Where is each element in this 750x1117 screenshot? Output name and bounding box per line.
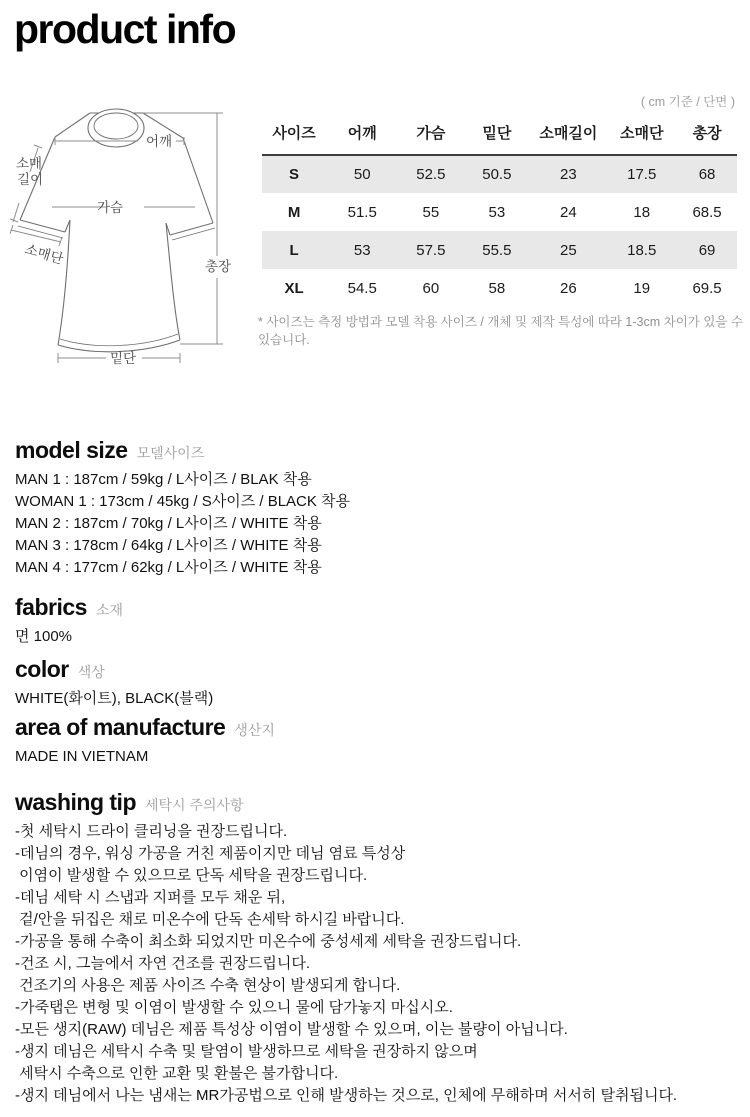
measurement-cell: 55 [422, 203, 440, 221]
washing-tip-line: -생지 데님은 세탁시 수축 및 탈염이 발생하므로 세탁을 권장하지 않으며 [15, 1043, 478, 1060]
area-title-ko: 생산지 [234, 722, 275, 738]
size-cell: S [289, 166, 300, 183]
washing-tip-line: -건조 시, 그늘에서 자연 건조를 권장드립니다. [15, 955, 310, 972]
measurement-cell: 23 [560, 166, 577, 183]
measurement-cell: 52.5 [416, 166, 446, 183]
section-area-of-manufacture [15, 714, 275, 768]
measurement-cell: 50.5 [482, 166, 512, 183]
measurement-cell: 55.5 [482, 241, 512, 259]
measurement-cell: 57.5 [416, 241, 446, 259]
color-title-ko: 색상 [77, 664, 105, 680]
washing-tip-line: -가죽탭은 변형 및 이염이 발생할 수 있으니 물에 담가놓지 마십시오. [15, 999, 453, 1016]
section-heading [15, 714, 275, 741]
model-size-line: MAN 3 : 178cm / 64kg / L사이즈 / WHITE 착용 [15, 537, 322, 554]
measurement-cell: 19 [633, 279, 651, 297]
size-cell: M [287, 203, 301, 221]
model-size-line: MAN 2 : 187cm / 70kg / L사이즈 / WHITE 착용 [15, 515, 322, 532]
size-row-l [262, 231, 737, 269]
washing-tip-line: 이염이 발생할 수 있으므로 단독 세탁을 권장드립니다. [15, 867, 368, 884]
section-heading [15, 437, 350, 464]
measurement-cell: 17.5 [627, 166, 657, 183]
tshirt-measurement-diagram [10, 100, 250, 385]
measurement-cell: 68 [698, 166, 716, 183]
model-size-line: WOMAN 1 : 173cm / 45kg / S사이즈 / BLACK 착용 [15, 493, 351, 510]
measurement-cell: 50 [353, 166, 371, 183]
washing-tip-line: -가공을 통해 수축이 최소화 되었지만 미온수에 중성세제 세탁을 권장드립니다. [15, 933, 522, 950]
unit-note: ( cm 기준 / 단면 ) [640, 95, 735, 109]
model-size-title: model size [15, 437, 128, 463]
measurement-cell: 69.5 [692, 279, 722, 297]
measurement-cell: 53 [488, 203, 506, 221]
section-fabrics [15, 594, 123, 648]
col-header-sleeve-hem: 소매단 [606, 114, 677, 155]
section-washing-tip [15, 789, 677, 1107]
diagram-label-total-length: 총장 [204, 259, 232, 274]
washing-tip-title: washing tip [15, 789, 136, 815]
size-cell: L [289, 241, 299, 259]
size-row-s [262, 155, 737, 193]
measurement-cell: 18 [633, 203, 651, 221]
washing-tip-line: -모든 생지(RAW) 데님은 제품 특성상 이염이 발생할 수 있으며, 이는 불량이 아닙니다. [15, 1021, 568, 1038]
measurement-cell: 18.5 [627, 241, 657, 259]
washing-tip-line: -데님 세탁 시 스냅과 지퍼를 모두 채운 뒤, [15, 889, 286, 906]
measurement-cell: 60 [422, 279, 440, 297]
fabrics-value: 면 100% [15, 628, 73, 645]
measurement-cell: 25 [560, 241, 577, 259]
diagram-label-chest: 가슴 [96, 200, 124, 215]
washing-tip-line: 건조기의 사용은 제품 사이즈 수축 현상이 발생되게 합니다. [15, 977, 401, 994]
size-row-m [262, 193, 737, 231]
size-chart-table [262, 114, 737, 307]
area-value: MADE IN VIETNAM [15, 748, 149, 765]
page-title: product info [14, 6, 236, 52]
color-title: color [15, 656, 69, 682]
measurement-cell: 53 [353, 241, 371, 259]
size-chart-footnote: * 사이즈는 측정 방법과 모델 착용 사이즈 / 개체 및 제작 특성에 따라 1-3cm 차이가 있을 수 있습니다. [258, 315, 744, 347]
washing-tip-line: -데님의 경우, 워싱 가공을 거친 제품이지만 데님 염료 특성상 [15, 845, 406, 862]
washing-tip-line: 겉/안을 뒤집은 채로 미온수에 단독 손세탁 하시길 바랍니다. [15, 911, 405, 928]
diagram-label-hem: 밑단 [109, 351, 137, 366]
area-title: area of manufacture [15, 714, 226, 740]
diagram-label-sleeve-length-1: 소매 [16, 156, 43, 171]
section-heading [15, 594, 123, 621]
measurement-cell: 54.5 [347, 279, 377, 297]
col-header-shoulder: 어깨 [326, 114, 398, 155]
col-header-sleeve-length: 소매길이 [530, 114, 606, 155]
measurement-cell: 26 [560, 279, 577, 297]
washing-tip-title-ko: 세탁시 주의사항 [145, 797, 244, 813]
washing-tip-line: 세탁시 수축으로 인한 교환 및 환불은 불가합니다. [15, 1065, 339, 1082]
col-header-size: 사이즈 [262, 114, 326, 155]
measurement-cell: 58 [488, 279, 506, 297]
size-row-xl [262, 269, 737, 307]
tshirt-diagram-drawing [10, 100, 250, 385]
measurement-cell: 51.5 [347, 203, 377, 221]
size-chart-header-row [262, 114, 737, 155]
diagram-label-sleeve-hem: 소매단 [23, 241, 65, 267]
section-heading [15, 789, 677, 816]
diagram-label-sleeve-length-2: 길이 [17, 172, 44, 187]
color-value: WHITE(화이트), BLACK(블랙) [15, 690, 214, 707]
col-header-hem: 밑단 [463, 114, 530, 155]
model-size-line: MAN 1 : 187cm / 59kg / L사이즈 / BLAK 착용 [15, 471, 312, 488]
diagram-label-shoulder: 어깨 [146, 134, 173, 149]
fabrics-title-ko: 소재 [95, 602, 123, 618]
section-color [15, 656, 213, 710]
measurement-cell: 68.5 [692, 203, 722, 221]
size-cell: XL [284, 279, 304, 297]
washing-tip-line: -첫 세탁시 드라이 클리닝을 권장드립니다. [15, 823, 288, 840]
col-header-total-length: 총장 [677, 114, 737, 155]
model-size-title-ko: 모델사이즈 [136, 445, 205, 461]
measurement-cell: 24 [560, 203, 577, 221]
fabrics-title: fabrics [15, 594, 87, 620]
washing-tip-line: -생지 데님에서 나는 냄새는 MR가공법으로 인해 발생하는 것으로, 인체에 무해하며 서서히 탈취됩니다. [15, 1087, 678, 1104]
col-header-chest: 가슴 [398, 114, 463, 155]
measurement-cell: 69 [698, 241, 716, 259]
section-model-size [15, 437, 350, 579]
model-size-line: MAN 4 : 177cm / 62kg / L사이즈 / WHITE 착용 [15, 559, 322, 576]
section-heading [15, 656, 213, 683]
